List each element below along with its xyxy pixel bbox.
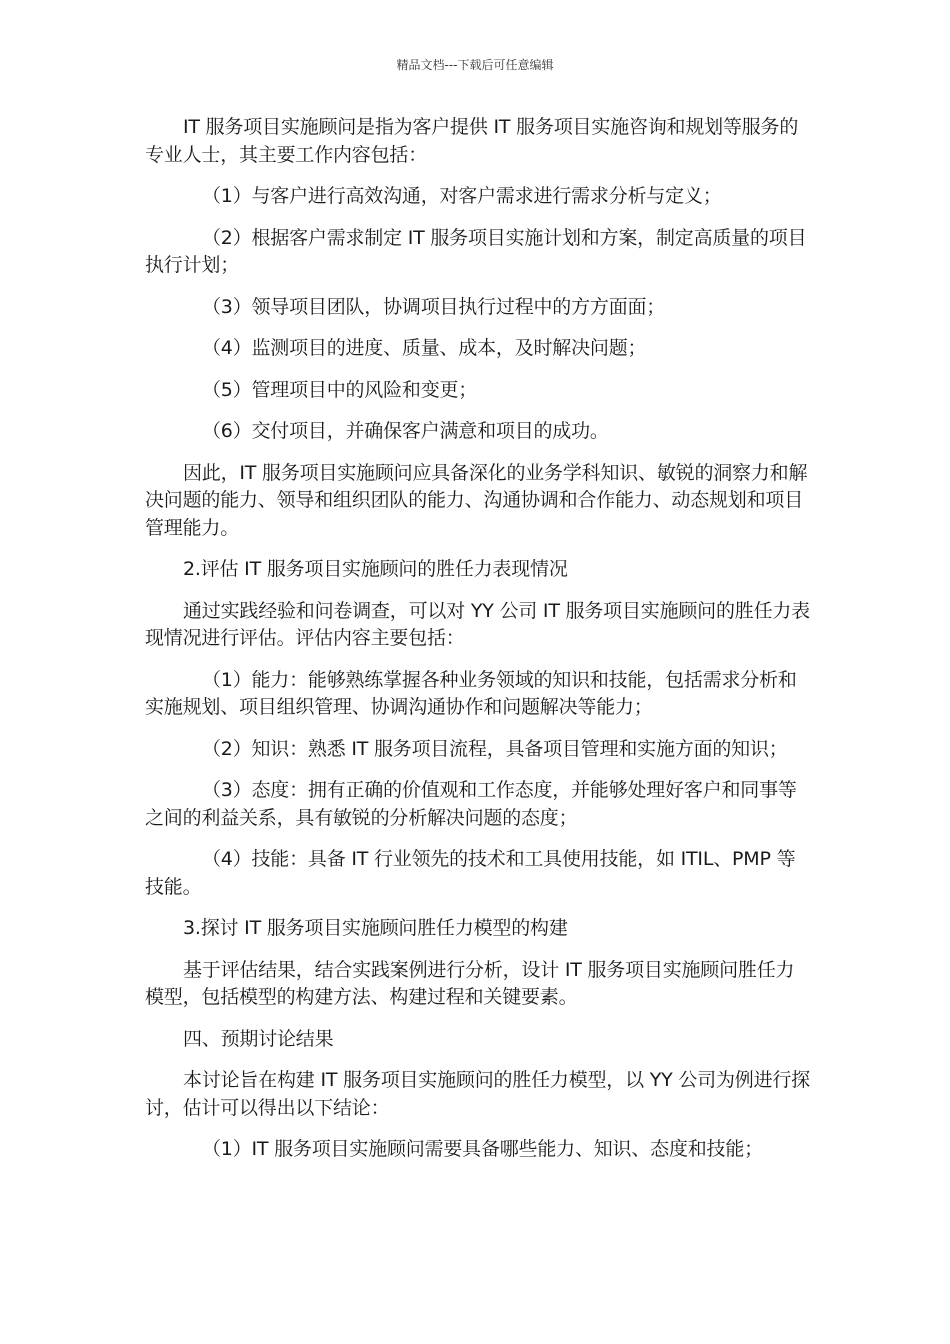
document-body (145, 114, 810, 1178)
list-item: （4）监测项目的进度、质量、成本，及时解决问题； (202, 337, 647, 359)
section-heading: 3.探讨 IT 服务项目实施顾问胜任力模型的构建 (183, 917, 568, 939)
paragraph: IT 服务项目实施顾问是指为客户提供 IT 服务项目实施咨询和规划等服务的专业人士，其主要工作内容包括： (145, 116, 799, 166)
list-item: （2）知识：熟悉 IT 服务项目流程，具备项目管理和实施方面的知识； (202, 737, 788, 760)
list-item: （5）管理项目中的风险和变更； (202, 378, 478, 401)
paragraph: 本讨论旨在构建 IT 服务项目实施顾问的胜任力模型，以 YY 公司为例进行探讨，估计可以得出以下结论： (145, 1069, 810, 1119)
list-item: （2）根据客户需求制定 IT 服务项目实施计划和方案，制定高质量的项目执行计划； (145, 226, 807, 276)
page-header: 精品文档---下载后可任意编辑 (396, 58, 554, 72)
paragraph: 基于评估结果，结合实践案例进行分析，设计 IT 服务项目实施顾问胜任力模型，包括模型的构建方法、构建过程和关键要素。 (145, 958, 795, 1008)
list-item: （1）IT 服务项目实施顾问需要具备哪些能力、知识、态度和技能； (202, 1138, 763, 1160)
list-item: （6）交付项目，并确保客户满意和项目的成功。 (202, 420, 609, 442)
list-item: （1）与客户进行高效沟通，对客户需求进行需求分析与定义； (202, 185, 722, 207)
section-heading: 四、预期讨论结果 (183, 1027, 334, 1050)
section-heading: 2.评估 IT 服务项目实施顾问的胜任力表现情况 (183, 558, 568, 580)
list-item: （1）能力：能够熟练掌握各种业务领域的知识和技能，包括需求分析和实施规划、项目组织管理、协调沟通协作和问题解决等能力； (145, 668, 797, 718)
paragraph: 因此，IT 服务项目实施顾问应具备深化的业务学科知识、敏锐的洞察力和解决问题的能力、领导和组织团队的能力、沟通协调和合作能力、动态规划和项目管理能力。 (145, 461, 808, 539)
paragraph: 通过实践经验和问卷调查，可以对 YY 公司 IT 服务项目实施顾问的胜任力表现情况进行评估。评估内容主要包括： (145, 599, 810, 649)
list-item: （4）技能：具备 IT 行业领先的技术和工具使用技能，如 ITIL、PMP 等技能。 (145, 848, 796, 898)
list-item: （3）领导项目团队，协调项目执行过程中的方方面面； (202, 295, 666, 318)
list-item: （3）态度：拥有正确的价值观和工作态度，并能够处理好客户和同事等之间的利益关系，具有敏锐的分析解决问题的态度； (145, 779, 797, 829)
